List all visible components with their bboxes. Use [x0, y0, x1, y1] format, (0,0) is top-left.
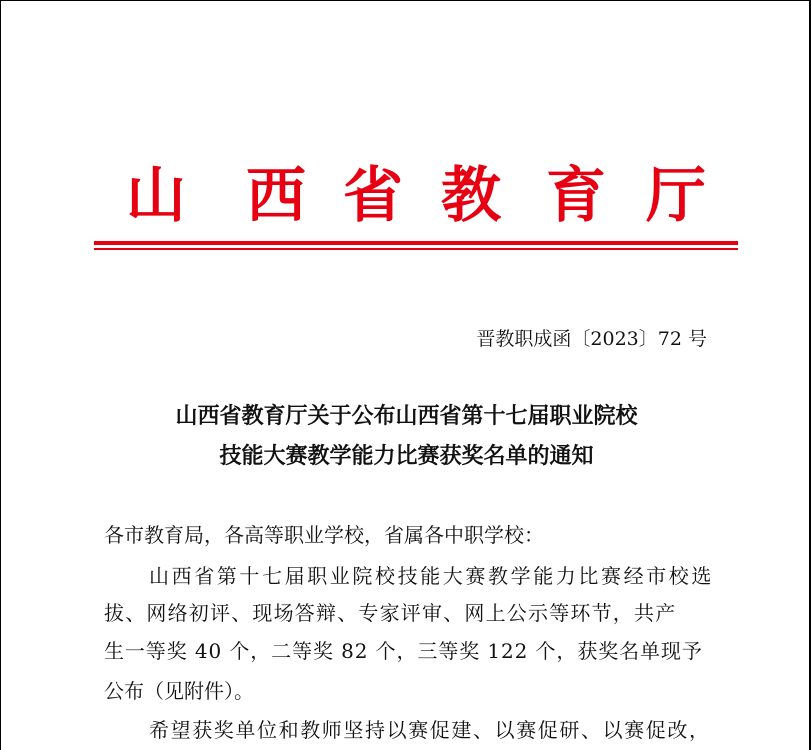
paragraph-1-line-3: 生一等奖 40 个，二等奖 82 个，三等奖 122 个，获奖名单现予: [104, 639, 703, 663]
masthead-char: 省: [343, 161, 403, 231]
red-divider-thick: [94, 241, 738, 245]
paragraph-1-line-1: 山西省第十七届职业院校技能大赛教学能力比赛经市校选: [149, 564, 714, 588]
notice-title-line-2: 技能大赛教学能力比赛获奖名单的通知: [219, 443, 594, 469]
masthead-char: 山: [126, 161, 186, 231]
paragraph-1-line-4: 公布（见附件）。: [104, 679, 254, 703]
salutation: 各市教育局，各高等职业学校，省属各中职学校：: [104, 523, 544, 547]
red-divider-thin: [94, 248, 738, 250]
paragraph-1-line-2: 拔、网络初评、现场答辩、专家评审、网上公示等环节，共产: [104, 601, 677, 625]
masthead-char: 教: [441, 161, 501, 231]
paragraph-2-line-1: 希望获奖单位和教师坚持以赛促建、以赛促研、以赛促改，: [149, 718, 711, 742]
notice-title-line-1: 山西省教育厅关于公布山西省第十七届职业院校: [175, 403, 638, 429]
masthead-char: 育: [546, 161, 606, 231]
document-number: 晋教职成函〔2023〕72 号: [476, 328, 707, 350]
masthead-title: [96, 161, 739, 231]
masthead-char: 厅: [646, 161, 706, 231]
masthead-char: 西: [246, 161, 306, 231]
